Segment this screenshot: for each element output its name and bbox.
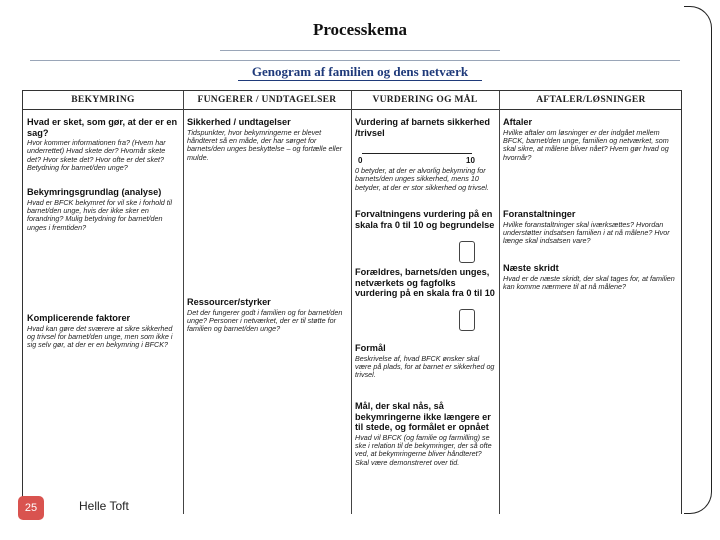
block-title: Komplicerende faktorer (27, 313, 131, 323)
block-body: Hvilke aftaler om løsninger er der indgået mellem BFCK, barnet/den unge, familien og netværket, som skal sikre, at målene bliver nået? Hvem gør hvad og hvornår? (503, 127, 669, 162)
block-body: Hvad er de næste skridt, der skal tages for, at familien kan komme nærmere til at nå målene? (503, 273, 675, 291)
block-title: Hvad er sket, som gør, at der er en sag? (27, 117, 178, 138)
score-box (459, 309, 475, 331)
block-body: Tidspunkter, hvor bekymringerne er blevet håndteret så en måde, der har sørget for barnets/den unges beskyttelse – og fortælle eller mulde. (187, 127, 343, 162)
block-title: Ressourcer/styrker (187, 297, 271, 307)
block-purpose (355, 343, 495, 380)
block-title: Vurdering af barnets sikkerhed /trivsel (355, 117, 490, 138)
block-measures (503, 209, 677, 246)
block-body: Hvor kommer informationen fra? (Hvem har underrettet) Hvad skete der? Hvornår skete det? Hvor skete det? Hvor ofte er det sket? Betydning for barnet/den unge? (27, 138, 166, 173)
column-header-vurdering: VURDERING OG MÅL (372, 95, 478, 105)
block-safety-exceptions (187, 117, 347, 162)
scale-high-label: 10 (466, 156, 475, 165)
header-divider (23, 109, 681, 110)
block-complicating-factors (27, 313, 179, 350)
block-scale-explanation (355, 167, 495, 192)
block-body: Hvad er BFCK bekymret for vil ske i forhold til barnet/den unge, hvis der ikke sker en forandring? Mulig betydning for barnet/den unges i fremtiden? (27, 197, 172, 232)
block-resources-strengths (187, 297, 347, 334)
column-header-bekymring: BEKYMRING (71, 95, 135, 105)
author-footer: Helle Toft (79, 499, 129, 513)
block-body: Hvilke foranstaltninger skal iværksættes? Hvordan understøtter indsatsen familien i at nå målene? Hvor længe skal indsatsen vare? (503, 219, 670, 246)
column-header-fungerer: FUNGERER / UNDTAGELSER (197, 95, 337, 105)
block-title: Foranstaltninger (503, 209, 576, 219)
block-body: Det der fungerer godt i familien og for barnet/den unge? Personer i netværket, der er til støtte for familien og barnet/den unge? (187, 307, 343, 334)
block-goals (355, 401, 495, 467)
block-authority-assessment (355, 209, 495, 231)
process-schema-table (22, 90, 682, 514)
scale-low-label: 0 (358, 156, 363, 165)
title-underline (220, 50, 500, 51)
subtitle-underline (238, 80, 482, 81)
score-box (459, 241, 475, 263)
block-title: Næste skridt (503, 263, 559, 273)
block-title: Formål (355, 343, 386, 353)
column-divider (499, 91, 500, 514)
block-title: Bekymringsgrundlag (analyse) (27, 187, 162, 197)
slide-title: Processkema (312, 20, 408, 39)
slide-frame-bracket (684, 6, 712, 514)
top-divider (30, 60, 680, 61)
block-agreements (503, 117, 677, 162)
column-divider (183, 91, 184, 514)
block-body: Hvad vil BFCK (og familie og farmilling) se ske i relation til de bekymringer, der så ofte ved, at bekymringerne bliver håndteret? Skal være demonstreret over tid. (355, 432, 492, 467)
block-body: 0 betyder, at der er alvorlig bekymring for barnets/den unges sikkerhed, mens 10 betyder, at der er stor sikkerhed og trivsel. (355, 166, 489, 192)
page-number-badge: 25 (18, 496, 44, 520)
block-what-happened (27, 117, 179, 173)
block-family-assessment (355, 267, 495, 300)
block-body: Hvad kan gøre det sværere at sikre sikkerhed og trivsel for barnet/den unge, men som ikke i sig selv gør, at der er en bekymring i BFCK? (27, 323, 173, 350)
block-concern-basis (27, 187, 179, 232)
scale-line (362, 153, 472, 154)
block-title: Forældres, barnets/den unges, netværkets og fagfolks vurdering på en skala fra 0 til 10 (355, 267, 495, 298)
block-next-steps (503, 263, 677, 291)
block-title: Aftaler (503, 117, 533, 127)
document-subtitle: Genogram af familien og dens netværk (251, 64, 469, 79)
column-divider (351, 91, 352, 514)
block-title: Sikkerhed / undtagelser (187, 117, 291, 127)
column-header-aftaler: AFTALER/LØSNINGER (536, 95, 646, 105)
block-title: Mål, der skal nås, så bekymringerne ikke længere er til stede, og formålet er opnået (355, 401, 491, 432)
block-body: Beskrivelse af, hvad BFCK ønsker skal være på plads, for at barnet er sikkerhed og trivsel. (355, 353, 495, 380)
block-title: Forvaltningens vurdering på en skala fra 0 til 10 og begrundelse (355, 209, 495, 230)
block-safety-assessment (355, 117, 495, 139)
